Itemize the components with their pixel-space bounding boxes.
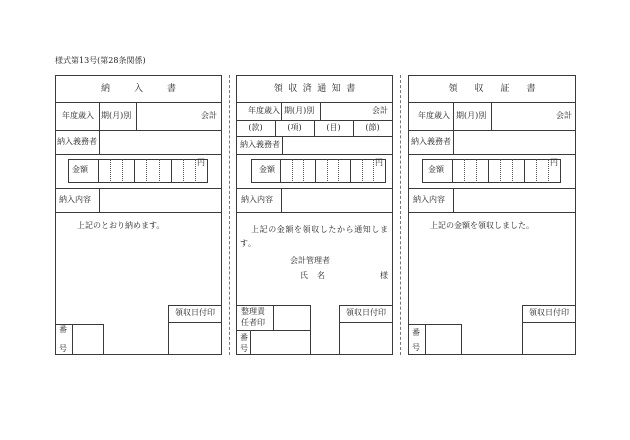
- payment-content-label: 納入内容: [413, 195, 445, 204]
- amount-digit-divider: [303, 159, 304, 183]
- column-divider: [250, 330, 251, 355]
- row-divider: [55, 188, 222, 189]
- receipt-date-stamp-label: 領収日付印: [175, 308, 215, 317]
- amount-digit-cells: [452, 159, 560, 183]
- amount-digit-cells: [98, 159, 207, 183]
- amount-digit-divider: [195, 159, 196, 183]
- classification-moku-label: (目): [326, 123, 341, 132]
- amount-digit-divider: [362, 159, 363, 183]
- payment-content-label: 納入内容: [59, 195, 91, 204]
- period-label: 期(月)別: [284, 106, 315, 115]
- amount-digit-divider: [183, 159, 184, 183]
- row-divider: [55, 212, 222, 213]
- number-label: 番号: [412, 328, 420, 352]
- amount-label: 金額: [428, 165, 444, 174]
- row-divider: [339, 322, 393, 323]
- form-number: 様式第13号(第28条関係): [55, 56, 146, 65]
- row-divider: [168, 322, 222, 323]
- amount-digit-divider: [488, 159, 489, 183]
- fiscal-year-revenue-label: 年度歳入: [248, 106, 280, 115]
- payer-label: 納入義務者: [411, 137, 451, 146]
- row-divider: [236, 136, 393, 137]
- amount-digit-divider: [548, 159, 549, 183]
- row-divider: [408, 212, 576, 213]
- row-divider: [55, 130, 222, 131]
- row-divider: [236, 212, 393, 213]
- accounting-manager-label: 会計管理者: [290, 256, 330, 265]
- fiscal-year-revenue-label: 年度歳入: [62, 111, 94, 120]
- statement: 上記の金額を領収しました。: [430, 221, 534, 230]
- amount-digit-cells: [280, 159, 385, 183]
- receipt-title: 領収証書: [448, 84, 553, 94]
- column-divider: [453, 188, 454, 212]
- column-divider: [425, 324, 426, 355]
- row-divider: [408, 102, 576, 103]
- column-divider: [281, 102, 282, 120]
- receipt-notice-title: 領収済通知書: [273, 84, 361, 94]
- row-divider: [236, 188, 393, 189]
- amount-digit-divider: [110, 159, 111, 183]
- honorific-label: 様: [380, 271, 388, 280]
- amount-digit-divider: [292, 159, 293, 183]
- row-divider: [55, 154, 222, 155]
- amount-digit-divider: [134, 159, 135, 183]
- column-divider: [453, 102, 454, 130]
- column-divider: [99, 102, 100, 130]
- yen-label: 円: [375, 158, 383, 167]
- account-label: 会計: [556, 111, 572, 120]
- yen-label: 円: [550, 158, 558, 167]
- amount-digit-divider: [464, 159, 465, 183]
- column-divider: [453, 130, 454, 154]
- receipt-date-stamp-label: 領収日付印: [346, 308, 386, 317]
- payer-label: 納入義務者: [240, 140, 280, 149]
- row-divider: [408, 154, 576, 155]
- amount-label: 金額: [72, 165, 88, 174]
- amount-digit-divider: [476, 159, 477, 183]
- account-label: 会計: [372, 106, 388, 115]
- statement: 上記の金額を領収したから通知します。: [240, 225, 389, 248]
- amount-digit-divider: [122, 159, 123, 183]
- cut-line: [229, 75, 230, 355]
- amount-digit-divider: [171, 159, 172, 183]
- account-label: 会計: [201, 111, 217, 120]
- column-divider: [136, 102, 137, 130]
- amount-digit-divider: [338, 159, 339, 183]
- amount-digit-divider: [146, 159, 147, 183]
- statement: 上記のとおり納めます。: [77, 221, 165, 230]
- column-divider: [282, 136, 283, 154]
- amount-digit-divider: [500, 159, 501, 183]
- row-divider: [522, 322, 576, 323]
- classification-kou-label: (項): [287, 123, 302, 132]
- amount-digit-divider: [536, 159, 537, 183]
- amount-digit-divider: [350, 159, 351, 183]
- payment-content-label: 納入内容: [241, 195, 273, 204]
- yen-label: 円: [197, 158, 205, 167]
- row-divider: [236, 154, 393, 155]
- payer-label: 納入義務者: [57, 137, 97, 146]
- classification-kan-label: (款): [248, 123, 263, 132]
- column-divider: [320, 102, 321, 120]
- number-label: 番号: [59, 325, 67, 353]
- cut-line: [400, 75, 401, 355]
- row-divider: [408, 188, 576, 189]
- row-divider: [236, 330, 311, 331]
- amount-digit-divider: [524, 159, 525, 183]
- row-divider: [55, 102, 222, 103]
- name-label: 氏名: [300, 271, 334, 280]
- column-divider: [491, 102, 492, 130]
- amount-digit-divider: [159, 159, 160, 183]
- classification-setsu-label: (節): [365, 123, 380, 132]
- column-divider: [99, 130, 100, 154]
- amount-label: 金額: [259, 165, 275, 174]
- amount-digit-divider: [512, 159, 513, 183]
- row-divider: [408, 130, 576, 131]
- responsible-person-seal-label: 整理責任者印: [241, 307, 265, 327]
- column-divider: [99, 188, 100, 212]
- column-divider: [72, 324, 73, 355]
- row-divider: [236, 102, 393, 103]
- fiscal-year-revenue-label: 年度歳入: [418, 111, 450, 120]
- receipt-date-stamp-label: 領収日付印: [529, 308, 569, 317]
- amount-digit-divider: [327, 159, 328, 183]
- amount-digit-divider: [315, 159, 316, 183]
- payment-slip-title: 納入書: [100, 84, 200, 94]
- number-label: 番号: [240, 333, 248, 353]
- column-divider: [281, 188, 282, 212]
- period-label: 期(月)別: [456, 111, 487, 120]
- column-divider: [273, 305, 274, 330]
- period-label: 期(月)別: [101, 111, 132, 120]
